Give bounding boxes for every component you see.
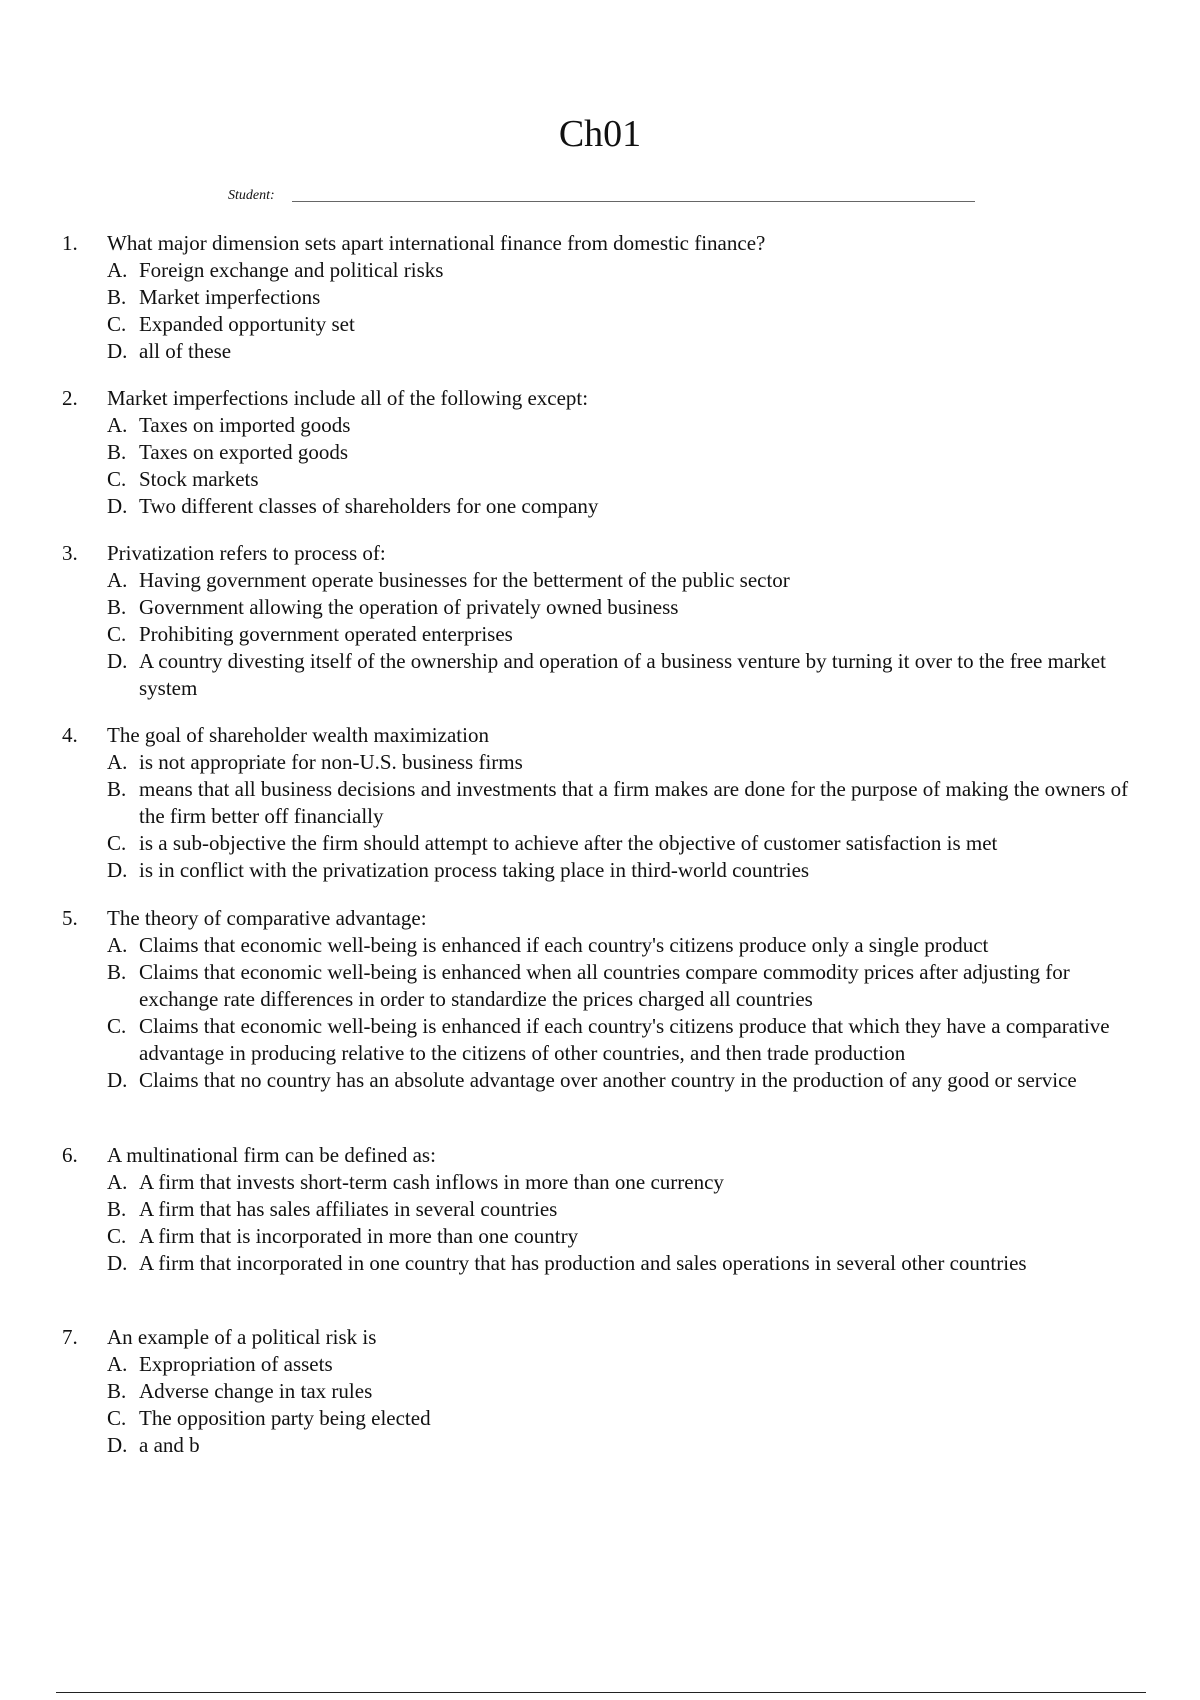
option-text: Claims that economic well-being is enhanced if each country's citizens produce that which they have a comparative advantage in producing relative to the citizens of other countries, and then trade production bbox=[139, 1014, 1110, 1065]
answer-option bbox=[107, 567, 1147, 594]
student-name-line bbox=[292, 201, 975, 202]
option-letter: D. bbox=[107, 1251, 128, 1275]
option-letter: A. bbox=[107, 933, 128, 957]
question-number: 5. bbox=[62, 906, 78, 930]
question-number: 4. bbox=[62, 723, 78, 747]
question-number: 7. bbox=[62, 1325, 78, 1349]
answer-options bbox=[107, 1351, 1147, 1459]
page-title: Ch01 bbox=[558, 113, 642, 155]
option-text: The opposition party being elected bbox=[139, 1406, 431, 1430]
answer-option bbox=[107, 776, 1147, 830]
option-letter: C. bbox=[107, 1014, 127, 1038]
footer-rule bbox=[56, 1692, 1146, 1693]
answer-option bbox=[107, 1250, 1147, 1277]
answer-option bbox=[107, 311, 1147, 338]
question-text: Privatization refers to process of: bbox=[107, 541, 386, 565]
question-text: A multinational firm can be defined as: bbox=[107, 1143, 436, 1167]
question-text: The goal of shareholder wealth maximization bbox=[107, 723, 489, 747]
answer-option bbox=[107, 493, 1147, 520]
answer-option bbox=[107, 284, 1147, 311]
option-text: all of these bbox=[139, 339, 232, 363]
question-text: An example of a political risk is bbox=[107, 1325, 377, 1349]
answer-option bbox=[107, 932, 1147, 959]
answer-option bbox=[107, 1169, 1147, 1196]
answer-option bbox=[107, 1223, 1147, 1250]
option-text: Stock markets bbox=[139, 467, 259, 491]
option-text: Government allowing the operation of privately owned business bbox=[139, 595, 679, 619]
option-text: Claims that no country has an absolute advantage over another country in the production of any good or service bbox=[139, 1068, 1077, 1092]
answer-option bbox=[107, 1405, 1147, 1432]
option-text: Expropriation of assets bbox=[139, 1352, 333, 1376]
option-text: Adverse change in tax rules bbox=[139, 1379, 373, 1403]
student-label: Student: bbox=[228, 188, 275, 203]
option-letter: D. bbox=[107, 649, 128, 673]
option-text: Taxes on imported goods bbox=[139, 413, 351, 437]
option-text: A country divesting itself of the ownership and operation of a business venture by turning it over to the free market system bbox=[139, 649, 1106, 700]
option-text: Having government operate businesses for the betterment of the public sector bbox=[139, 568, 790, 592]
answer-option bbox=[107, 749, 1147, 776]
answer-options bbox=[107, 1169, 1147, 1277]
answer-option bbox=[107, 1432, 1147, 1459]
answer-options bbox=[107, 257, 1147, 365]
answer-option bbox=[107, 1378, 1147, 1405]
answer-option bbox=[107, 338, 1147, 365]
answer-options bbox=[107, 567, 1147, 702]
option-letter: D. bbox=[107, 1068, 128, 1092]
option-letter: C. bbox=[107, 1224, 127, 1248]
option-text: Two different classes of shareholders for one company bbox=[139, 494, 599, 518]
option-letter: A. bbox=[107, 258, 128, 282]
option-text: is not appropriate for non-U.S. business firms bbox=[139, 750, 523, 774]
answer-option bbox=[107, 1013, 1147, 1067]
option-letter: B. bbox=[107, 1197, 127, 1221]
question-number: 2. bbox=[62, 386, 78, 410]
answer-option bbox=[107, 1351, 1147, 1378]
answer-option bbox=[107, 257, 1147, 284]
answer-option bbox=[107, 959, 1147, 1013]
option-text: Foreign exchange and political risks bbox=[139, 258, 444, 282]
option-letter: D. bbox=[107, 339, 128, 363]
answer-option bbox=[107, 439, 1147, 466]
answer-option bbox=[107, 412, 1147, 439]
answer-option bbox=[107, 621, 1147, 648]
option-text: Expanded opportunity set bbox=[139, 312, 355, 336]
answer-options bbox=[107, 932, 1147, 1094]
option-letter: A. bbox=[107, 568, 128, 592]
option-text: A firm that has sales affiliates in several countries bbox=[139, 1197, 558, 1221]
option-text: Market imperfections bbox=[139, 285, 321, 309]
answer-option bbox=[107, 1196, 1147, 1223]
option-letter: D. bbox=[107, 1433, 128, 1457]
option-letter: A. bbox=[107, 1170, 128, 1194]
option-text: A firm that invests short-term cash inflows in more than one currency bbox=[139, 1170, 724, 1194]
option-letter: B. bbox=[107, 285, 127, 309]
option-letter: C. bbox=[107, 467, 127, 491]
answer-option bbox=[107, 830, 1147, 857]
option-text: Claims that economic well-being is enhanced when all countries compare commodity prices after adjusting for exchange rate differences in order to standardize the prices charged all countries bbox=[139, 960, 1070, 1011]
answer-options bbox=[107, 749, 1147, 884]
option-letter: B. bbox=[107, 777, 127, 801]
option-text: Claims that economic well-being is enhanced if each country's citizens produce only a single product bbox=[139, 933, 989, 957]
answer-option bbox=[107, 648, 1147, 702]
option-text: is a sub-objective the firm should attempt to achieve after the objective of customer satisfaction is met bbox=[139, 831, 998, 855]
question-number: 6. bbox=[62, 1143, 78, 1167]
option-text: means that all business decisions and investments that a firm makes are done for the purpose of making the owners of the firm better off financially bbox=[139, 777, 1129, 828]
option-letter: A. bbox=[107, 1352, 128, 1376]
question-number: 1. bbox=[62, 231, 78, 255]
option-letter: C. bbox=[107, 622, 127, 646]
question-text: What major dimension sets apart international finance from domestic finance? bbox=[107, 231, 766, 255]
answer-options bbox=[107, 412, 1147, 520]
option-letter: D. bbox=[107, 858, 128, 882]
option-letter: C. bbox=[107, 312, 127, 336]
option-letter: D. bbox=[107, 494, 128, 518]
option-text: is in conflict with the privatization process taking place in third-world countries bbox=[139, 858, 810, 882]
question-text: Market imperfections include all of the following except: bbox=[107, 386, 589, 410]
option-letter: B. bbox=[107, 595, 127, 619]
option-text: Taxes on exported goods bbox=[139, 440, 349, 464]
option-letter: C. bbox=[107, 831, 127, 855]
option-letter: B. bbox=[107, 960, 127, 984]
option-letter: A. bbox=[107, 750, 128, 774]
option-letter: A. bbox=[107, 413, 128, 437]
question-number: 3. bbox=[62, 541, 78, 565]
option-letter: B. bbox=[107, 1379, 127, 1403]
question-text: The theory of comparative advantage: bbox=[107, 906, 427, 930]
option-text: Prohibiting government operated enterprises bbox=[139, 622, 513, 646]
answer-option bbox=[107, 857, 1147, 884]
option-letter: C. bbox=[107, 1406, 127, 1430]
option-letter: B. bbox=[107, 440, 127, 464]
option-text: a and b bbox=[139, 1433, 200, 1457]
option-text: A firm that incorporated in one country that has production and sales operations in several other countries bbox=[139, 1251, 1027, 1275]
answer-option bbox=[107, 466, 1147, 493]
answer-option bbox=[107, 594, 1147, 621]
option-text: A firm that is incorporated in more than one country bbox=[139, 1224, 579, 1248]
answer-option bbox=[107, 1067, 1147, 1094]
